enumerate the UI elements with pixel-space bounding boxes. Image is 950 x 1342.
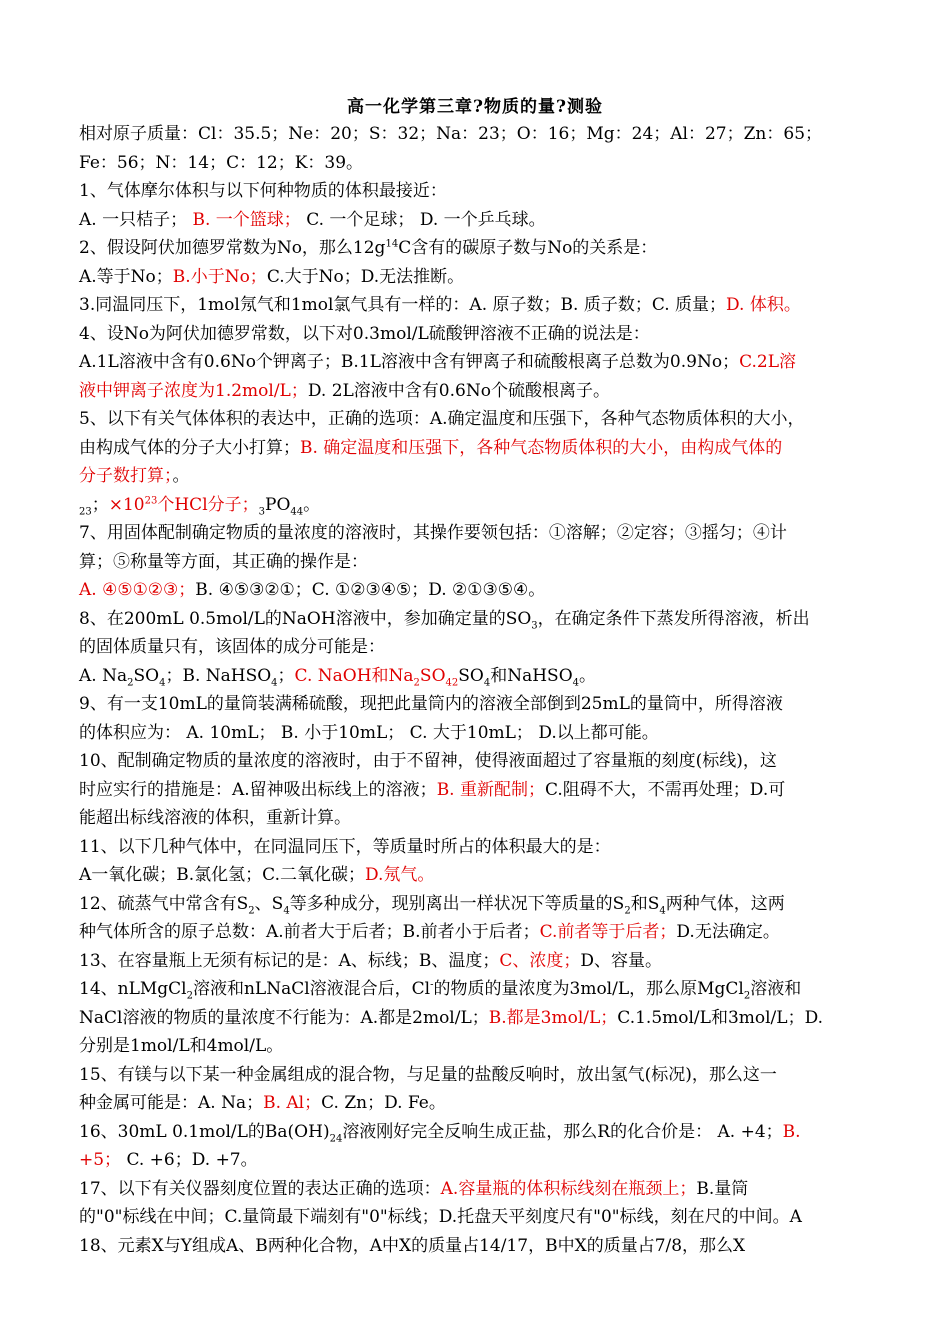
text-segment: 13、在容量瓶上无须有标记的是：A、标线；B、温度； <box>79 950 500 971</box>
text-segment: 2、假设阿伏加德罗常数为No，那么12g <box>79 238 386 258</box>
text-line <box>79 291 879 320</box>
text-segment: 8、在200mL 0.5mol/L的NaOH溶液中，参加确定量的SO <box>79 608 532 629</box>
answer-text: C. NaOH和Na <box>294 665 414 686</box>
text-segment: C.1.5mol/L和3mol/L；D. <box>617 1007 823 1028</box>
text-segment: 12、硫蒸气中常含有S <box>79 893 249 914</box>
text-line <box>79 434 879 463</box>
answer-text: D. 体积。 <box>726 295 801 315</box>
text-segment: 溶液刚好完全反响生成正盐，那么R的化合价是： A. +4； <box>342 1121 783 1142</box>
answer-text: 2 <box>413 676 420 688</box>
text-line <box>79 491 879 520</box>
text-segment: 15、有镁与以下某一种金属组成的混合物，与足量的盐酸反响时，放出氢气(标况)，那么这一 <box>79 1064 777 1085</box>
text-line <box>79 405 879 434</box>
text-segment: C. Zn；D. Fe。 <box>321 1093 446 1113</box>
text-segment: 溶液和 <box>750 979 802 999</box>
text-segment: C.大于No；D.无法推断。 <box>266 266 465 287</box>
text-segment: 9、有一支10mL的量筒装满稀硫酸，现把此量筒内的溶液全部倒到25mL的量筒中，所得溶液 <box>79 694 783 714</box>
text-segment: 2 <box>624 904 631 916</box>
text-segment: C. +6；D. +7。 <box>121 1150 258 1170</box>
text-segment: C含有的碳原子数与No的关系是： <box>398 238 658 258</box>
answer-text: 分子数打算； <box>79 466 173 486</box>
answer-text: ×10 <box>108 494 145 515</box>
text-segment: 18、元素X与Y组成A、B两种化合物，A中X的质量占14/17，B中X的质量占7/8，那么X <box>79 1235 746 1256</box>
text-line <box>79 633 879 662</box>
answer-text: B. Al； <box>263 1093 322 1113</box>
text-segment: 3 <box>531 619 538 631</box>
text-segment: 23 <box>79 505 92 517</box>
answer-text: 42 <box>445 676 459 688</box>
text-segment: 的物质的量浓度为3mol/L，那么原MgCl <box>433 979 744 999</box>
text-segment: B. ④⑤③②①；C. ①②③④⑤；D. ②①③⑤④。 <box>195 580 546 600</box>
answer-text: C、浓度； <box>499 950 581 971</box>
page-title: 高一化学第三章?物质的量?测验 <box>347 97 603 117</box>
text-segment: D. 2L溶液中含有0.6No个硫酸根离子。 <box>307 380 610 401</box>
text-line <box>79 120 879 149</box>
text-segment: PO <box>265 494 291 515</box>
answer-text: C.前者等于后者； <box>539 922 677 942</box>
text-segment: 能超出标线溶液的体积，重新计算。 <box>79 808 351 828</box>
text-segment: D.无法确定。 <box>676 922 780 942</box>
answer-text: 液中钾离子浓度为1.2mol/L； <box>79 380 308 401</box>
text-segment: D、容量。 <box>580 950 663 971</box>
text-line <box>79 1118 879 1147</box>
text-line <box>79 918 879 947</box>
text-line <box>79 206 879 235</box>
text-segment: 4、设No为阿伏加德罗常数，以下对0.3mol/L硫酸钾溶液不正确的说法是： <box>79 323 650 344</box>
text-segment: Fe：56；N：14；C：12；K：39。 <box>79 152 364 173</box>
text-line <box>79 747 879 776</box>
text-segment: 4 <box>271 676 278 688</box>
text-segment: 。 <box>303 494 321 515</box>
text-segment: 和S <box>630 893 660 914</box>
text-segment: 种金属可能是：A. Na； <box>79 1093 264 1113</box>
answer-text: 个HCl分子； <box>157 494 259 515</box>
answer-text: 23 <box>144 494 158 506</box>
text-line <box>79 890 879 919</box>
text-segment: 的体积应为： A. 10mL； B. 小于10mL； C. 大于10mL； D.以上都可能。 <box>79 722 659 743</box>
text-segment: NaCl溶液的物质的量浓度不行能为：A.都是2mol/L； <box>79 1007 489 1028</box>
text-segment: ；B. NaHSO <box>165 665 272 686</box>
text-segment: 等多种成分，现别离出一样状况下等质量的S <box>289 893 625 914</box>
text-segment: 种气体所含的原子总数：A.前者大于后者；B.前者小于后者； <box>79 922 540 942</box>
text-segment: 4 <box>283 904 290 916</box>
text-segment: 2 <box>248 904 255 916</box>
text-line <box>79 263 879 292</box>
text-segment: A一氧化碳；B.氯化氢；C.二氧化碳； <box>79 865 365 885</box>
text-segment: 的"0"标线在中间；C.量筒最下端刻有"0"标线；D.托盘天平刻度尺有"0"标线，刻在尺的中间。A <box>79 1207 802 1227</box>
text-segment: 、S <box>254 893 284 914</box>
answer-text: C.2L溶 <box>739 352 796 372</box>
text-segment: ，在确定条件下蒸发所得溶液，析出 <box>537 608 810 629</box>
text-segment: ； <box>91 494 109 515</box>
text-segment: 2 <box>127 676 134 688</box>
text-line <box>79 1061 879 1090</box>
text-segment: 。 <box>579 665 597 686</box>
text-segment: C. 一个足球； D. 一个乒乓球。 <box>300 209 546 230</box>
text-line <box>79 975 879 1004</box>
answer-text: A. ④⑤①②③； <box>79 580 196 600</box>
text-segment: 14、nLMgCl <box>79 979 187 999</box>
text-line <box>79 576 879 605</box>
text-segment: SO <box>458 665 484 686</box>
text-segment: C.阻碍不大，不需再处理；D.可 <box>545 779 786 800</box>
text-line <box>79 234 879 263</box>
text-segment: - <box>430 979 434 991</box>
text-segment: 2 <box>743 990 751 1002</box>
text-segment: 44 <box>290 505 304 517</box>
text-segment: 16、30mL 0.1mol/L的Ba(OH) <box>79 1121 330 1142</box>
text-line <box>79 1032 879 1061</box>
text-segment: 24 <box>329 1132 343 1144</box>
text-line <box>79 1232 879 1261</box>
text-line <box>79 605 879 634</box>
text-segment: 4 <box>572 676 580 688</box>
text-line <box>79 1089 879 1118</box>
answer-text: B.都是3mol/L； <box>488 1007 618 1028</box>
text-line <box>79 719 879 748</box>
text-segment: B.量筒 <box>696 1178 749 1199</box>
text-segment: 4 <box>659 904 666 916</box>
text-line <box>79 519 879 548</box>
text-segment: A.1L溶液中含有0.6No个钾离子；B.1L溶液中含有钾离子和硫酸根离子总数为0.9No； <box>79 352 740 372</box>
text-line <box>79 177 879 206</box>
text-line <box>79 462 879 491</box>
answer-text: D.氖气。 <box>364 865 435 885</box>
text-line <box>79 320 879 349</box>
answer-text: B. 一个篮球； <box>192 209 301 230</box>
text-segment: 两种气体，这两 <box>665 893 785 914</box>
text-segment: SO <box>133 665 160 686</box>
text-segment: 的固体质量只有，该固体的成分可能是： <box>79 637 385 657</box>
text-segment: 1、气体摩尔体积与以下何种物质的体积最接近： <box>79 181 447 201</box>
text-line <box>79 348 879 377</box>
text-line <box>79 662 879 691</box>
answer-text: B. 确定温度和压强下，各种气态物质体积的大小，由构成气体的 <box>300 437 783 458</box>
text-line <box>79 548 879 577</box>
text-line <box>79 776 879 805</box>
text-segment: A. 一只桔子； <box>79 209 193 230</box>
text-segment: 时应实行的措施是：A.留神吸出标线上的溶液； <box>79 779 437 800</box>
text-line <box>79 149 879 178</box>
text-line <box>79 1004 879 1033</box>
text-segment: 相对原子质量：Cl：35.5；Ne：20；S：32；Na：23；O：16；Mg：24；Al：27；Zn：65； <box>79 124 823 144</box>
text-line <box>79 690 879 719</box>
answer-text: SO <box>419 665 446 686</box>
text-segment: 17、以下有关仪器刻度位置的表达正确的选项： <box>79 1178 441 1199</box>
text-line <box>79 377 879 406</box>
text-segment: 4 <box>483 676 491 688</box>
text-segment: 溶液和nLNaCl溶液混合后，Cl <box>192 979 431 999</box>
text-segment: 和NaHSO <box>490 665 573 686</box>
text-segment: 14 <box>385 238 399 250</box>
text-line <box>79 1146 879 1175</box>
text-segment: A.等于No； <box>79 266 173 287</box>
answer-text: B. 重新配制； <box>436 779 545 800</box>
answer-text: B. <box>782 1121 801 1142</box>
text-line <box>79 947 879 976</box>
text-segment: 算；⑤称量等方面，其正确的操作是： <box>79 551 368 572</box>
text-segment: 3 <box>258 505 266 517</box>
text-segment: 10、配制确定物质的量浓度的溶液时，由于不留神，使得液面超过了容量瓶的刻度(标线)，这 <box>79 751 777 771</box>
text-segment: 。 <box>172 466 190 486</box>
text-line <box>79 833 879 862</box>
answer-text: +5； <box>79 1150 122 1170</box>
text-segment: 分别是1mol/L和4mol/L。 <box>79 1036 284 1056</box>
text-line <box>79 804 879 833</box>
answer-text: B.小于No； <box>172 266 267 287</box>
text-segment: 2 <box>186 990 193 1002</box>
text-segment: 由构成气体的分子大小打算； <box>79 437 300 458</box>
text-line <box>79 1175 879 1204</box>
text-segment: 5、以下有关气体体积的表达中，正确的选项：A.确定温度和压强下，各种气态物质体积的大小， <box>79 409 805 429</box>
answer-text: A.容量瓶的体积标线刻在瓶颈上； <box>440 1178 697 1199</box>
text-segment: 11、以下几种气体中，在同温同压下，等质量时所占的体积最大的是： <box>79 836 611 857</box>
text-segment: 4 <box>159 676 166 688</box>
text-line <box>79 861 879 890</box>
text-line <box>79 1203 879 1232</box>
text-segment: A. Na <box>79 665 128 686</box>
document-body <box>79 120 879 1260</box>
text-segment: ； <box>277 665 295 686</box>
text-segment: 3.同温同压下，1mol氖气和1mol氯气具有一样的：A. 原子数；B. 质子数；C. 质量； <box>79 295 727 315</box>
text-segment: 7、用固体配制确定物质的量浓度的溶液时，其操作要领包括：①溶解；②定容；③摇匀；④计 <box>79 523 787 543</box>
